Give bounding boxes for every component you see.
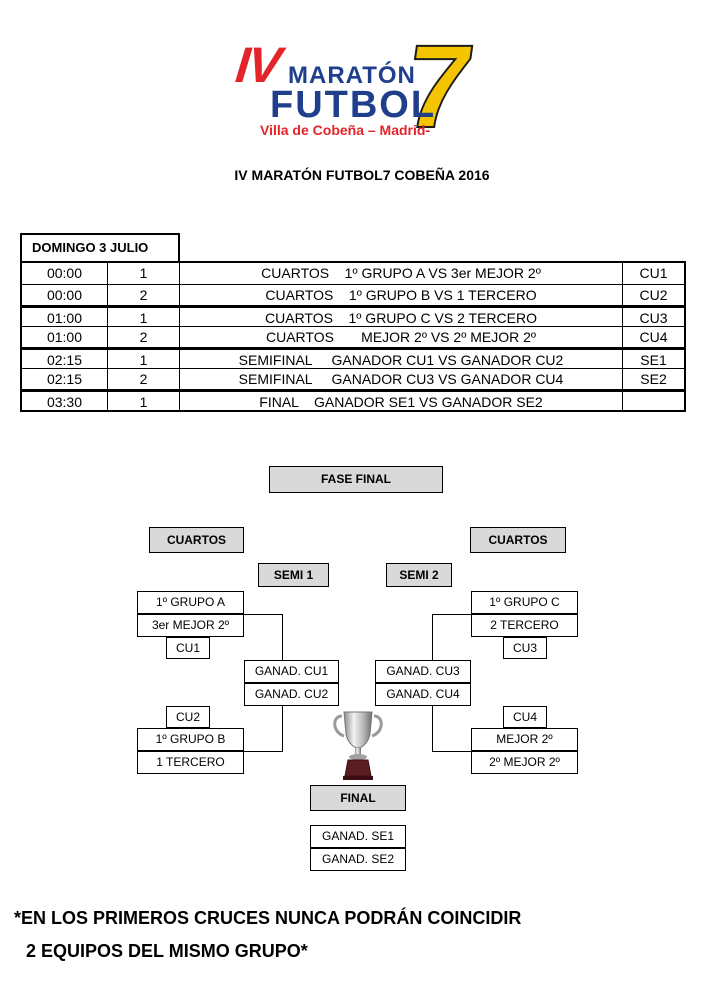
cuartos-right-header: CUARTOS <box>470 527 566 553</box>
schedule-row <box>22 368 684 389</box>
final-team2: GANAD. SE2 <box>310 848 406 871</box>
match-description: FINAL GANADOR SE1 VS GANADOR SE2 <box>180 392 623 410</box>
match-field: 1 <box>108 308 180 326</box>
match-time: 03:30 <box>22 392 108 410</box>
logo-seven: 7 <box>396 21 481 153</box>
cu1-team1: 1º GRUPO A <box>137 591 244 614</box>
match-code: CU1 <box>639 265 668 281</box>
match-code <box>623 392 684 410</box>
match-time: 00:00 <box>22 285 108 305</box>
match-field: 1 <box>108 263 180 284</box>
match-description: SEMIFINAL GANADOR CU3 VS GANADOR CU4 <box>180 369 623 389</box>
final-header: FINAL <box>310 785 406 811</box>
schedule-date: DOMINGO 3 JULIO <box>20 233 180 261</box>
schedule-row <box>22 326 684 347</box>
trophy-icon <box>330 708 386 782</box>
schedule-row <box>22 263 684 284</box>
connector-line <box>432 751 471 752</box>
connector-line <box>432 614 471 615</box>
final-team1: GANAD. SE1 <box>310 825 406 848</box>
cu4-team1: MEJOR 2º <box>471 728 578 751</box>
logo-subtitle: Villa de Cobeña – Madrid- <box>260 122 431 138</box>
schedule-row <box>22 284 684 305</box>
cu3-team1: 1º GRUPO C <box>471 591 578 614</box>
cu2-team2: 1 TERCERO <box>137 751 244 774</box>
match-field: 1 <box>108 350 180 368</box>
cuartos-left-header: CUARTOS <box>149 527 244 553</box>
match-field: 1 <box>108 392 180 410</box>
footnote-line2: 2 EQUIPOS DEL MISMO GRUPO* <box>26 941 308 961</box>
semi1-team2: GANAD. CU2 <box>244 683 339 706</box>
semi2-team1: GANAD. CU3 <box>375 660 471 683</box>
semi2-header: SEMI 2 <box>386 563 452 587</box>
match-field: 2 <box>108 327 180 347</box>
match-description: CUARTOS 1º GRUPO C VS 2 TERCERO <box>180 308 623 326</box>
match-time: 02:15 <box>22 369 108 389</box>
match-description: CUARTOS 1º GRUPO B VS 1 TERCERO <box>180 285 623 305</box>
match-time: 00:00 <box>22 263 108 284</box>
footnote-line1: *EN LOS PRIMEROS CRUCES NUNCA PODRÁN COINCIDIR <box>14 908 522 928</box>
match-description: CUARTOS MEJOR 2º VS 2º MEJOR 2º <box>180 327 623 347</box>
fase-final-header: FASE FINAL <box>269 466 443 493</box>
match-time: 01:00 <box>22 308 108 326</box>
match-time: 02:15 <box>22 350 108 368</box>
cu2-code: CU2 <box>166 706 210 728</box>
match-field: 2 <box>108 285 180 305</box>
match-code: SE1 <box>640 352 667 368</box>
connector-line <box>432 706 433 752</box>
logo-futbol: FUTBOL <box>270 84 437 126</box>
cu1-code: CU1 <box>166 637 210 659</box>
match-code: SE2 <box>640 371 667 387</box>
schedule-row <box>22 347 684 368</box>
logo-maraton: MARATÓN <box>288 62 416 89</box>
cu3-code: CU3 <box>503 637 547 659</box>
connector-line <box>282 614 283 661</box>
cu4-team2: 2º MEJOR 2º <box>471 751 578 774</box>
semi1-team1: GANAD. CU1 <box>244 660 339 683</box>
cu1-team2: 3er MEJOR 2º <box>137 614 244 637</box>
semi2-team2: GANAD. CU4 <box>375 683 471 706</box>
schedule-row <box>22 389 684 410</box>
match-time: 01:00 <box>22 327 108 347</box>
connector-line <box>432 614 433 661</box>
match-code: CU3 <box>639 310 668 326</box>
schedule-row <box>22 305 684 326</box>
connector-line <box>244 751 283 752</box>
connector-line <box>244 614 283 615</box>
match-field: 2 <box>108 369 180 389</box>
cu2-team1: 1º GRUPO B <box>137 728 244 751</box>
event-logo <box>230 21 500 153</box>
semi1-header: SEMI 1 <box>258 563 329 587</box>
logo-roman-numeral: IV <box>233 37 283 93</box>
match-code: CU2 <box>639 287 668 303</box>
connector-line <box>282 706 283 752</box>
schedule-table <box>20 261 686 412</box>
page-title: IV MARATÓN FUTBOL7 COBEÑA 2016 <box>234 167 490 183</box>
cu4-code: CU4 <box>503 706 547 728</box>
match-description: SEMIFINAL GANADOR CU1 VS GANADOR CU2 <box>180 350 623 368</box>
match-code: CU4 <box>639 329 668 345</box>
match-description: CUARTOS 1º GRUPO A VS 3er MEJOR 2º <box>180 263 623 284</box>
cu3-team2: 2 TERCERO <box>471 614 578 637</box>
